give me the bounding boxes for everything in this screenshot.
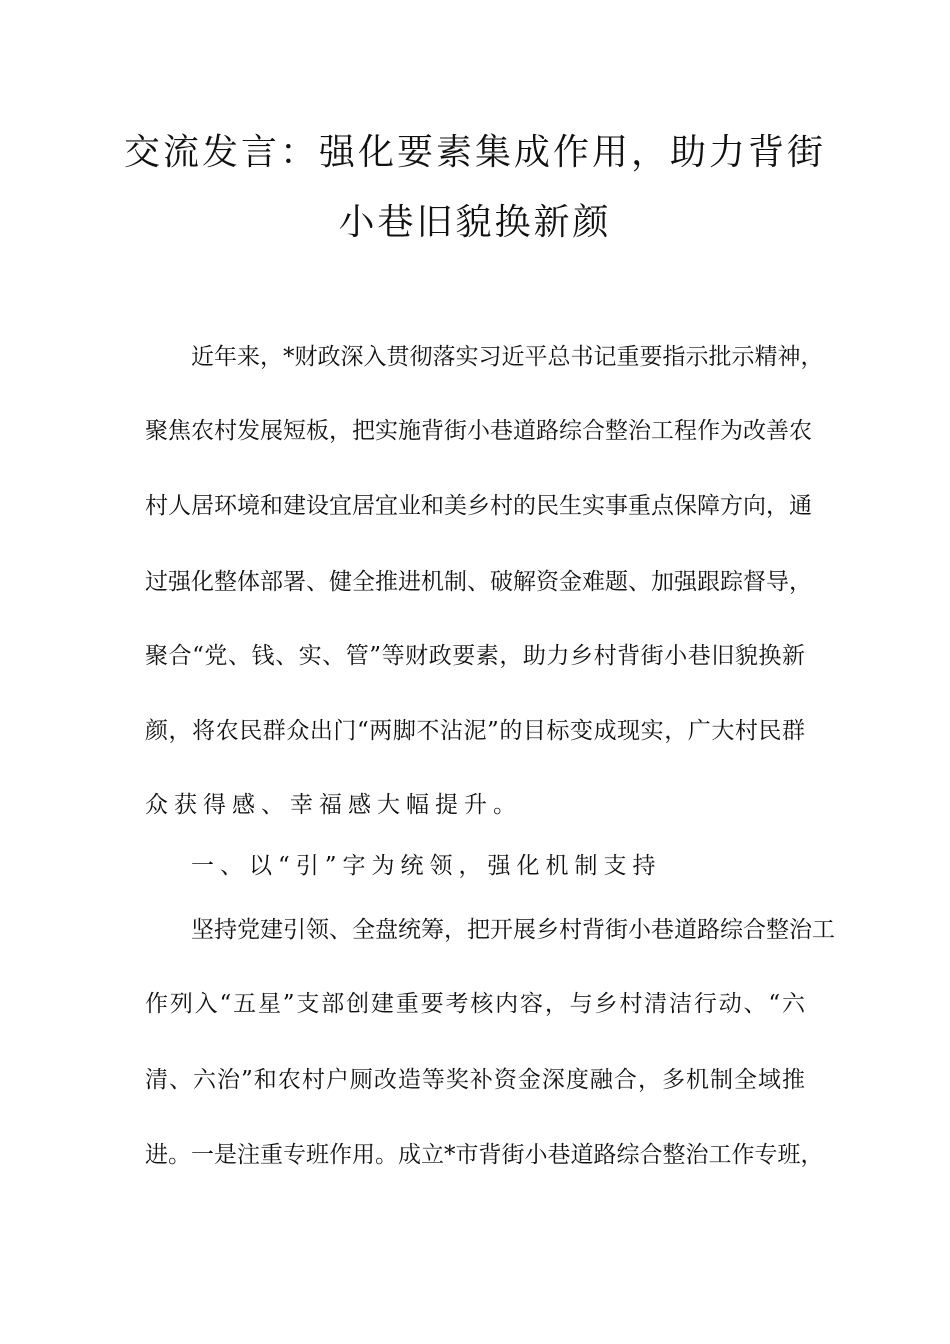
paragraph-line: 作列入“五星”支部创建重要考核内容，与乡村清洁行动、“六 — [145, 991, 805, 1017]
paragraph-line: 坚持党建引领、全盘统筹，把开展乡村背街小巷道路综合整治工 — [191, 917, 835, 943]
paragraph-line: 近年来，*财政深入贯彻落实习近平总书记重要指示批示精神， — [191, 344, 824, 370]
document-title-line-1: 交流发言：强化要素集成作用，助力背街 — [123, 132, 826, 173]
paragraph-line: 清、六治”和农村户厕改造等奖补资金深度融合，多机制全域推 — [145, 1067, 805, 1093]
paragraph-line: 聚合“党、钱、实、管”等财政要素，助力乡村背街小巷旧貌换新 — [145, 643, 805, 669]
paragraph-line: 村人居环境和建设宜居宜业和美乡村的民生实事重点保障方向，通 — [145, 493, 812, 519]
section-heading: 一、以“引”字为统领，强化机制支持 — [191, 853, 662, 879]
paragraph-line: 颜，将农民群众出门“两脚不沾泥”的目标变成现实，广大村民群 — [145, 718, 805, 744]
paragraph-line: 过强化整体部署、健全推进机制、破解资金难题、加强跟踪督导， — [145, 569, 812, 595]
paragraph-line: 众获得感、幸福感大幅提升。 — [145, 792, 522, 818]
paragraph-line: 聚焦农村发展短板，把实施背街小巷道路综合整治工程作为改善农 — [145, 418, 812, 444]
paragraph-line: 进。一是注重专班作用。成立*市背街小巷道路综合整治工作专班， — [145, 1142, 824, 1168]
document-title-line-2: 小巷旧貌换新颜 — [338, 202, 612, 243]
